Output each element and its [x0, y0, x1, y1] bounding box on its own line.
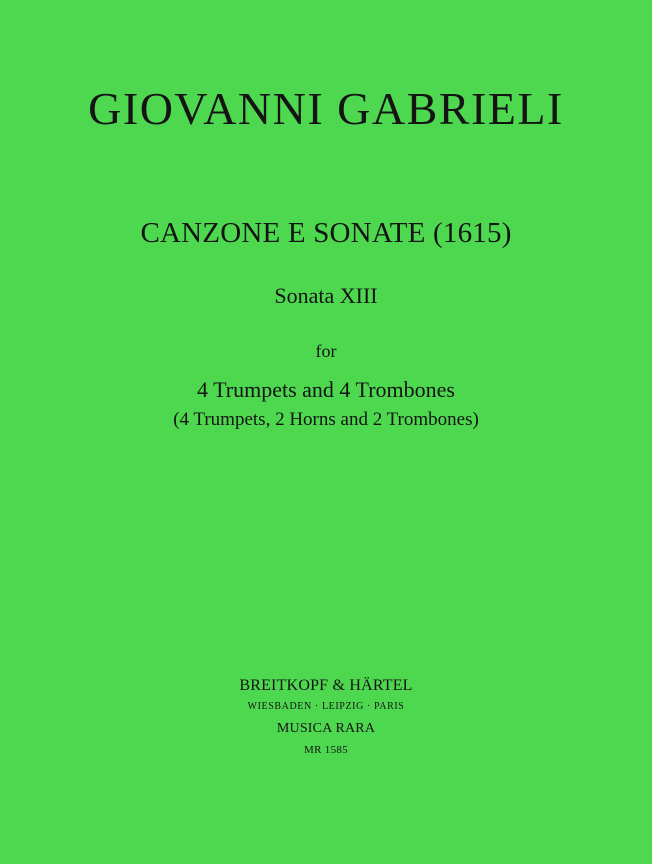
for-label: for [315, 341, 337, 361]
publisher-cities: WIESBADEN · LEIPZIG · PARIS [247, 701, 405, 712]
catalog-number: MR 1585 [304, 744, 348, 756]
sonata-title: Sonata XIII [274, 283, 378, 308]
alternate-instrumentation: (4 Trumpets, 2 Horns and 2 Trombones) [173, 409, 479, 430]
imprint-name: MUSICA RARA [276, 721, 376, 736]
composer-name: GIOVANNI GABRIELI [88, 83, 564, 134]
instrumentation: 4 Trumpets and 4 Trombones [197, 377, 455, 402]
work-title: CANZONE E SONATE (1615) [140, 217, 512, 249]
publisher-name: BREITKOPF & HÄRTEL [239, 677, 413, 694]
